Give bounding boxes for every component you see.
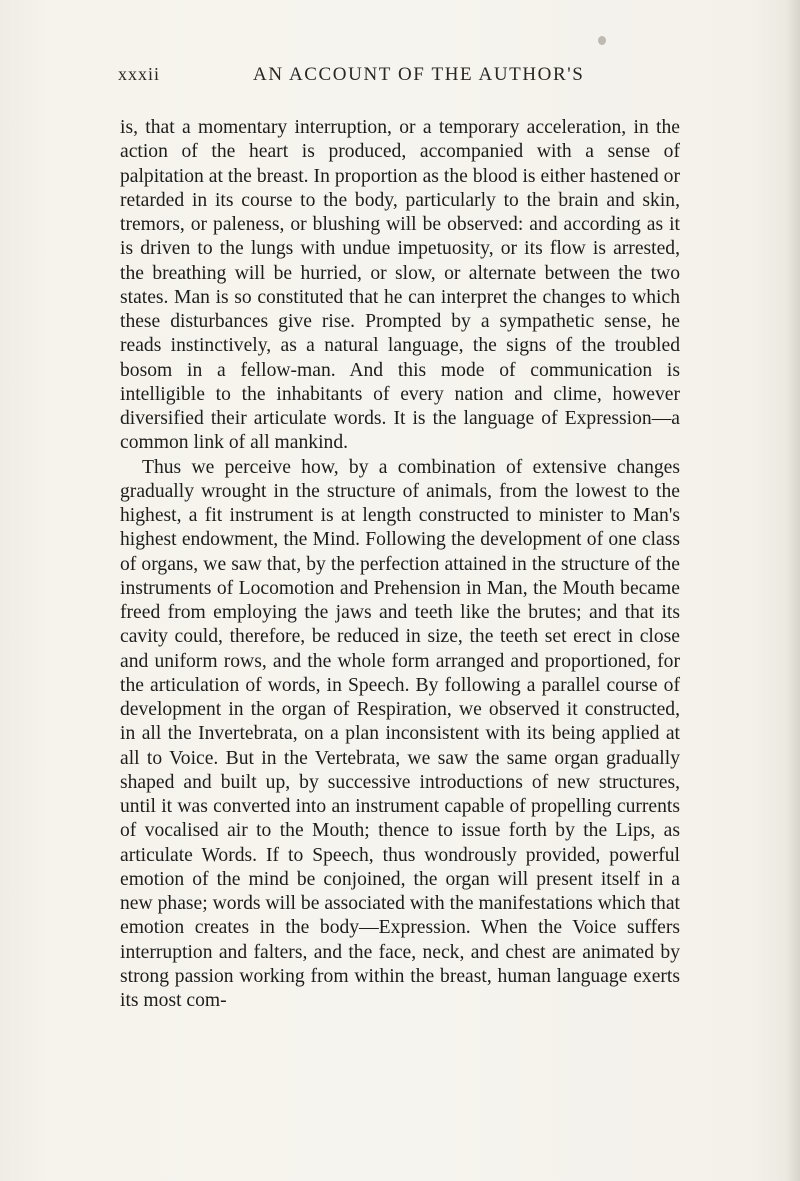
ink-smudge	[598, 36, 606, 45]
running-head	[118, 64, 678, 88]
page-edge-shadow	[786, 0, 800, 1181]
running-head-title: AN ACCOUNT OF THE AUTHOR'S	[253, 64, 585, 85]
body-text	[120, 116, 680, 1013]
paragraph: Thus we perceive how, by a combination of extensive changes gradually wrought in the structure of animals, from the lowest to the highest, a fit instrument is at length constructed to minister to Man's highest endowment, the Mind. Following the development of one class of organs, we saw that, by the perfection attained in the structure of the instruments of Locomotion and Prehension in Man, the Mouth became freed from employing the jaws and teeth like the brutes; and that its cavity could, therefore, be reduced in size, the teeth set erect in close and uniform rows, and the whole form arranged and proportioned, for the articulation of words, in Speech. By following a parallel course of development in the organ of Respiration, we observed it constructed, in all the Invertebrata, on a plan inconsistent with its being applied at all to Voice. But in the Vertebrata, we saw the same organ gradually shaped and built up, by successive introductions of new structures, until it was converted into an instrument capable of propelling currents of vocalised air to the Mouth; thence to issue forth by the Lips, as articulate Words. If to Speech, thus wondrously provided, powerful emotion of the mind be conjoined, the organ will present itself in a new phase; words will be associated with the manifestations which that emotion creates in the body—Expression. When the Voice suffers interruption and falters, and the face, neck, and chest are animated by strong passion working from within the breast, human language exerts its most com-	[120, 456, 680, 1011]
page-number: xxxii	[118, 64, 161, 84]
paragraph-continuation: is, that a momentary interruption, or a temporary acceleration, in the action of the heart is produced, accompanied with a sense of palpitation at the breast. In proportion as the blood is either hastened or retarded in its course to the body, particularly to the brain and skin, tremors, or paleness, or blushing will be observed: and according as it is driven to the lungs with undue impetuosity, or its flow is arrested, the breathing will be hurried, or slow, or alternate between the two states. Man is so constituted that he can interpret the changes to which these disturbances give rise. Prompted by a sympathetic sense, he reads instinctively, as a natural language, the signs of the troubled bosom in a fellow-man. And this mode of communication is intelligible to the inhabitants of every nation and clime, however diversified their articulate words. It is the language of Expression—a common link of all mankind.	[120, 117, 680, 454]
